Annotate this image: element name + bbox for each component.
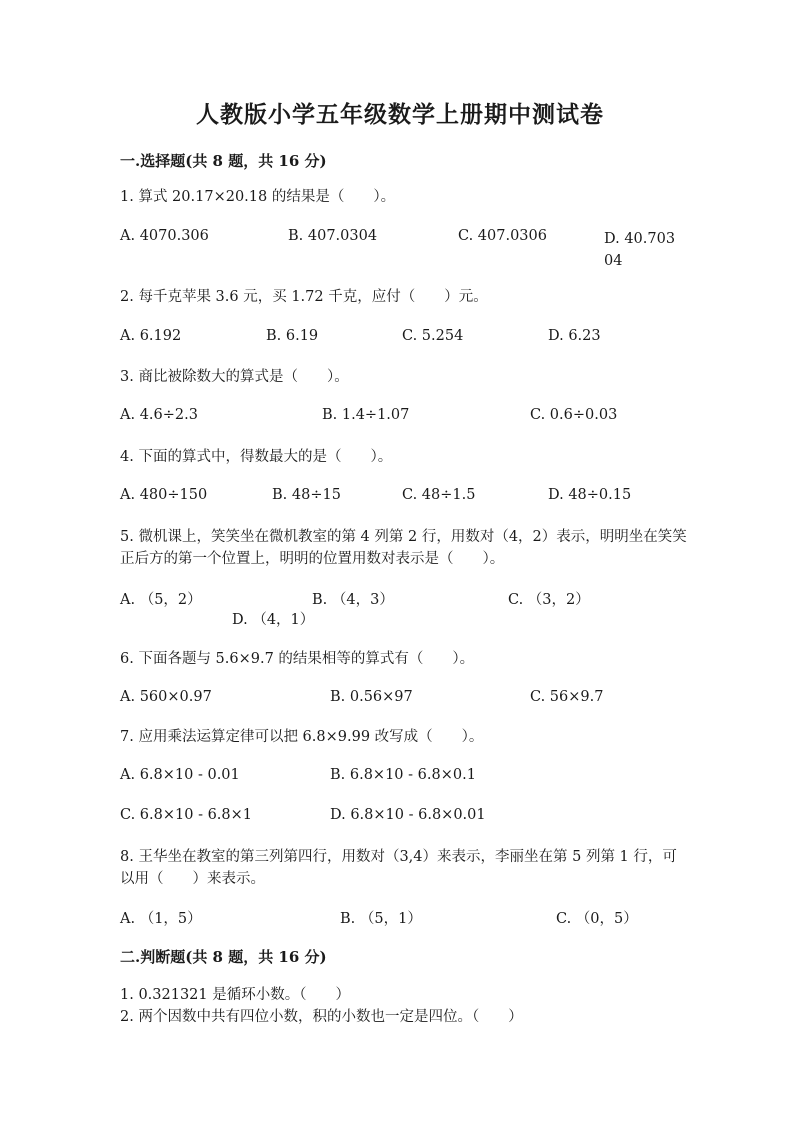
q6-option-a: A. 560×0.97 xyxy=(120,689,212,705)
q1-option-c: C. 407.0306 xyxy=(458,228,547,244)
q4-option-d: D. 48÷0.15 xyxy=(548,487,632,503)
q7-option-a: A. 6.8×10 - 0.01 xyxy=(120,767,240,783)
q7-option-d: D. 6.8×10 - 6.8×0.01 xyxy=(330,807,486,823)
q7-option-c: C. 6.8×10 - 6.8×1 xyxy=(120,807,253,823)
q4-option-c: C. 48÷1.5 xyxy=(402,487,476,503)
q1-option-a: A. 4070.306 xyxy=(120,228,209,244)
q6-option-b: B. 0.56×97 xyxy=(330,689,413,705)
question-3: 3. 商比被除数大的算式是（ ）。 xyxy=(120,369,349,385)
q5-option-d: D. （4，1） xyxy=(232,612,315,628)
q2-option-c: C. 5.254 xyxy=(402,328,464,344)
tf-question-1: 1. 0.321321 是循环小数。（ ） xyxy=(120,987,350,1003)
q5-option-a: A. （5，2） xyxy=(120,592,202,608)
page-title: 人教版小学五年级数学上册期中测试卷 xyxy=(196,101,604,128)
question-5: 5. 微机课上，笑笑坐在微机教室的第 4 列第 2 行，用数对（4，2）表示，明明坐在笑笑正后方的第一个位置上，明明的位置用数对表示是（ ）。 xyxy=(120,529,687,567)
question-6: 6. 下面各题与 5.6×9.7 的结果相等的算式有（ ）。 xyxy=(120,651,475,667)
q8-option-c: C. （0，5） xyxy=(556,911,638,927)
question-1: 1. 算式 20.17×20.18 的结果是（ ）。 xyxy=(120,189,396,205)
question-2: 2. 每千克苹果 3.6 元，买 1.72 千克，应付（ ）元。 xyxy=(120,289,488,305)
section-heading-true-false: 二.判断题(共 8 题，共 16 分) xyxy=(120,948,327,966)
q2-option-b: B. 6.19 xyxy=(266,328,319,344)
section-heading-choice: 一.选择题(共 8 题，共 16 分) xyxy=(120,152,327,170)
q7-option-b: B. 6.8×10 - 6.8×0.1 xyxy=(330,767,476,783)
q5-option-b: B. （4，3） xyxy=(312,592,394,608)
question-7: 7. 应用乘法运算定律可以把 6.8×9.99 改写成（ ）。 xyxy=(120,729,484,745)
q6-option-c: C. 56×9.7 xyxy=(530,689,604,705)
q4-option-a: A. 480÷150 xyxy=(120,487,208,503)
q8-option-a: A. （1，5） xyxy=(120,911,202,927)
q1-option-d: D. 40.70304 xyxy=(604,231,676,269)
q2-option-d: D. 6.23 xyxy=(548,328,601,344)
q4-option-b: B. 48÷15 xyxy=(272,487,341,503)
q3-option-b: B. 1.4÷1.07 xyxy=(322,407,410,423)
q5-option-c: C. （3，2） xyxy=(508,592,590,608)
tf-question-2: 2. 两个因数中共有四位小数，积的小数也一定是四位。（ ） xyxy=(120,1009,523,1025)
q3-option-a: A. 4.6÷2.3 xyxy=(120,407,198,423)
q1-option-b: B. 407.0304 xyxy=(288,228,378,244)
question-8: 8. 王华坐在教室的第三列第四行，用数对（3,4）来表示，李丽坐在第 5 列第 1 行，可以用（ ）来表示。 xyxy=(120,849,677,887)
q2-option-a: A. 6.192 xyxy=(120,328,182,344)
q3-option-c: C. 0.6÷0.03 xyxy=(530,407,618,423)
question-4: 4. 下面的算式中，得数最大的是（ ）。 xyxy=(120,449,393,465)
q8-option-b: B. （5，1） xyxy=(340,911,422,927)
